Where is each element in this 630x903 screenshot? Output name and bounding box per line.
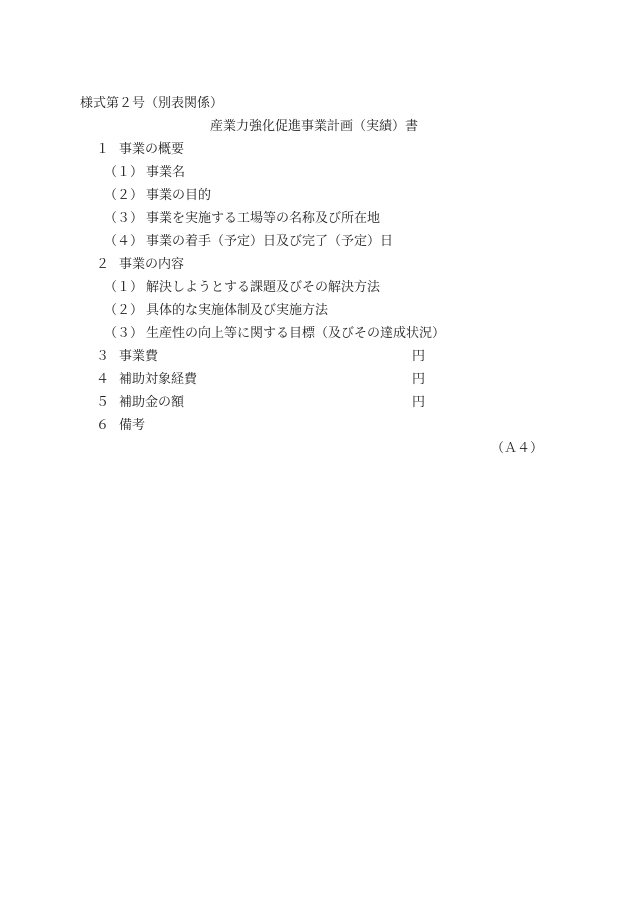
sub-item-label: 具体的な実施体制及び実施方法 [146,303,329,318]
sub-item [0,276,630,299]
sub-item [0,299,630,322]
section-number: ４ [96,372,110,387]
sub-item-label: 事業の着手（予定）日及び完了（予定）日 [146,234,394,249]
document-title: 産業力強化促進事業計画（実績）書 [210,119,419,134]
sub-item-number: （３） [104,211,144,226]
sub-item [0,230,630,253]
section-label: 備考 [119,418,146,433]
section-number: １ [96,142,110,157]
sub-item-number: （１） [104,165,144,180]
sub-item-label: 事業の目的 [146,188,212,203]
section-heading [0,345,630,368]
sub-item-number: （１） [104,280,144,295]
sub-item-number: （２） [104,188,144,203]
paper-size-note: （Ａ４） [490,441,543,456]
amount-unit: 円 [412,372,426,387]
section-number: ５ [96,395,110,410]
section-heading [0,414,630,437]
amount-unit: 円 [412,349,426,364]
sub-item-label: 事業を実施する工場等の名称及び所在地 [146,211,381,226]
sub-item [0,207,630,230]
sub-item-label: 解決しようとする課題及びその解決方法 [146,280,381,295]
section-heading [0,253,630,276]
section-heading [0,138,630,161]
sub-item-label: 事業名 [146,165,186,180]
form-label-row [0,92,630,115]
section-label: 事業費 [119,349,159,364]
section-heading [0,391,630,414]
paper-size-row [0,437,630,460]
document-title-row [0,115,630,138]
section-number: ６ [96,418,110,433]
sub-item [0,184,630,207]
section-label: 補助金の額 [119,395,185,410]
sub-item-number: （３） [104,326,144,341]
amount-unit: 円 [412,395,426,410]
section-label: 事業の内容 [119,257,185,272]
section-heading [0,368,630,391]
section-number: ３ [96,349,110,364]
sub-item-number: （４） [104,234,144,249]
sub-item [0,322,630,345]
sub-item [0,161,630,184]
sub-item-number: （２） [104,303,144,318]
section-number: ２ [96,257,110,272]
form-label: 様式第２号（別表関係） [80,96,224,111]
section-label: 事業の概要 [119,142,185,157]
section-label: 補助対象経費 [119,372,198,387]
sub-item-label: 生産性の向上等に関する目標（及びその達成状況） [146,326,446,341]
